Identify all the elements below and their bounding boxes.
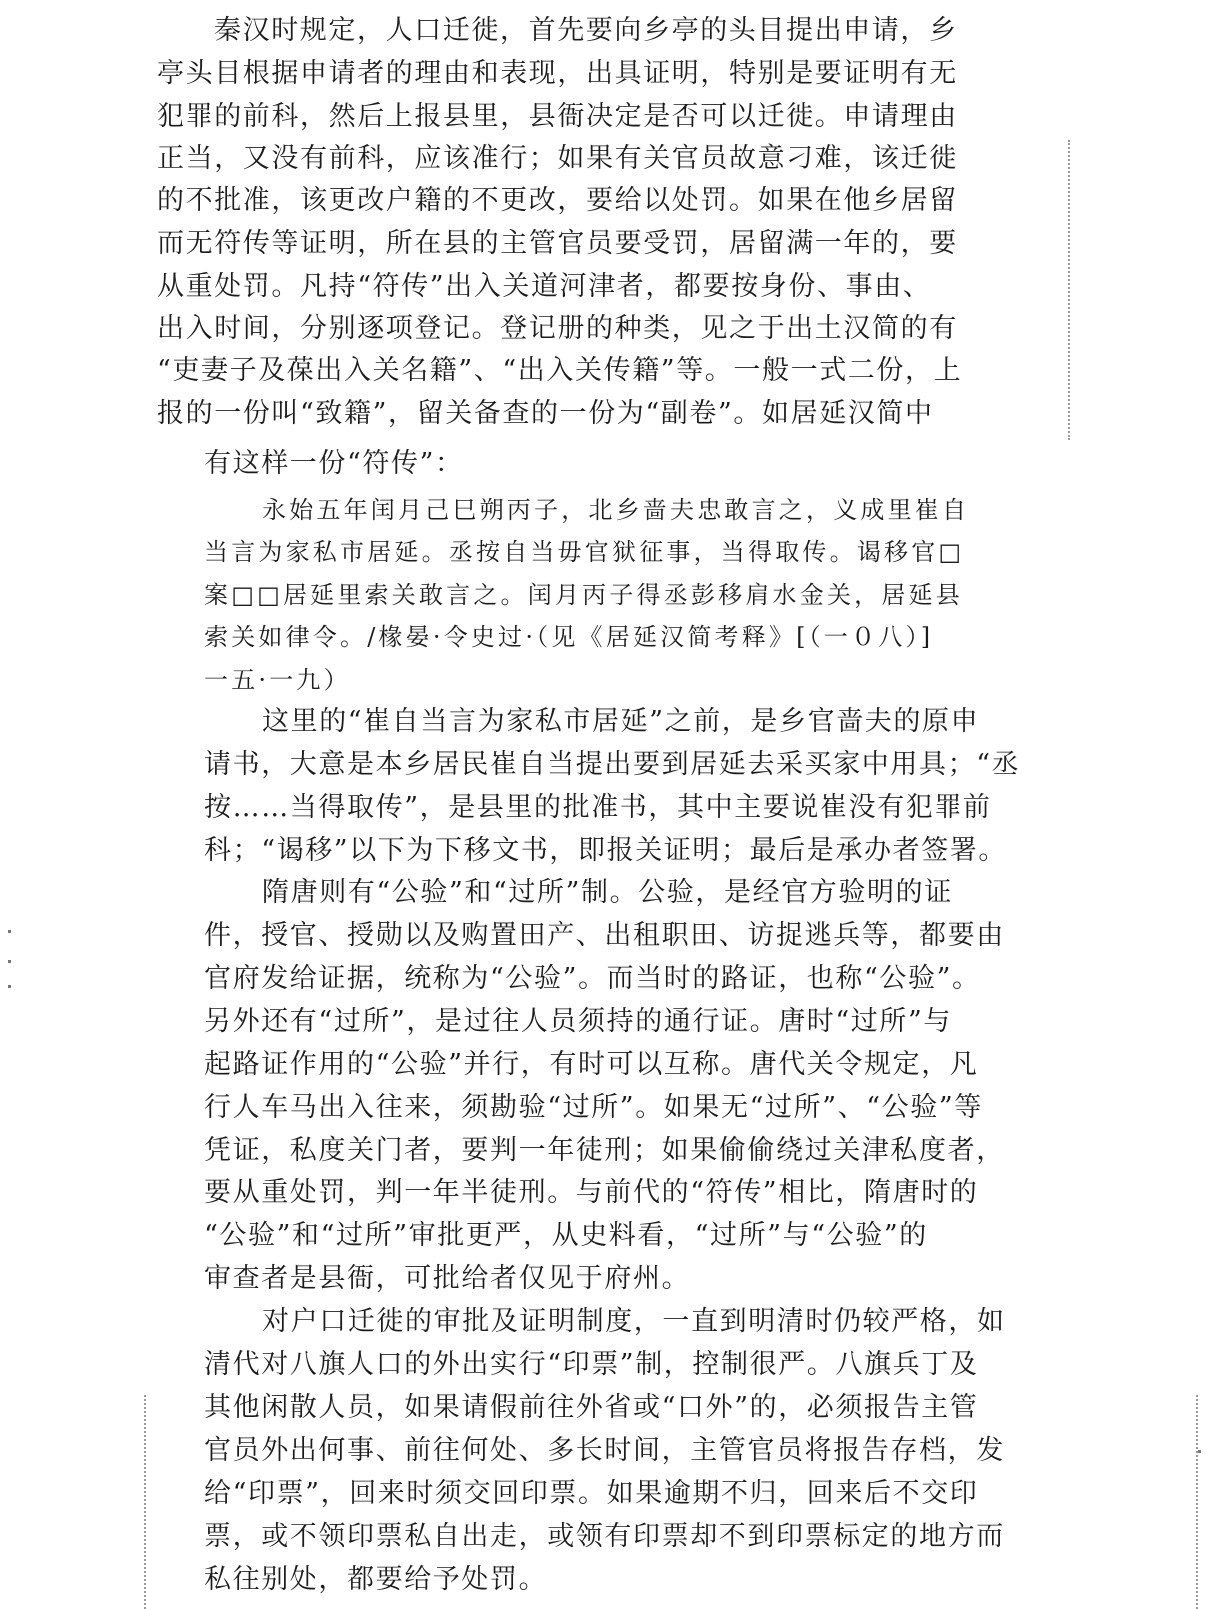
text-line: 起路证作用的“公验”并行，有时可以互称。唐代关令规定，凡 — [204, 1049, 979, 1080]
text-line: 其他闲散人员，如果请假前往外省或“口外”的，必须报告主管 — [204, 1392, 979, 1423]
quotation-line: 案□□居延里索关敢言之。闰月丙子得丞彭移肩水金关，居延县 — [204, 581, 963, 609]
text-line: 私往别处，都要给予处罚。 — [204, 1564, 548, 1595]
text-line: 科；“谒移”以下为下移文书，即报关证明；最后是承办者签署。 — [204, 835, 1008, 866]
scan-edge-mark-right-top — [1068, 140, 1070, 440]
text-line: 隋唐则有“公验”和“过所”制。公验，是经官方验明的证 — [262, 877, 953, 908]
scan-dot — [1198, 1450, 1201, 1453]
quotation-line: 索关如律令。/椽晏·令史过·（见《居延汉简考释》[（一０八）] — [204, 623, 934, 651]
text-line: 犯罪的前科，然后上报县里，县衙决定是否可以迁徙。申请理由 — [157, 101, 958, 132]
scan-edge-mark-left-bottom — [144, 1395, 146, 1609]
quotation-line: 一五·一九） — [204, 666, 351, 694]
scan-dot — [8, 960, 11, 963]
text-line: 而无符传等证明，所在县的主管官员要受罚，居留满一年的，要 — [157, 228, 958, 259]
text-line: 另外还有“过所”，是过往人员须持的通行证。唐时“过所”与 — [204, 1006, 953, 1037]
text-line: 秦汉时规定，人口迁徙，首先要向乡亭的头目提出申请，乡 — [214, 15, 958, 46]
scan-dot — [8, 930, 11, 933]
text-line: 清代对八旗人口的外出实行“印票”制，控制很严。八旗兵丁及 — [204, 1349, 979, 1380]
text-line: 从重处罚。凡持“符传”出入关道河津者，都要按身份、事由、 — [157, 271, 932, 302]
text-line: 出入时间，分别逐项登记。登记册的种类，见之于出土汉简的有 — [157, 313, 958, 344]
scan-dot — [8, 985, 11, 988]
text-line: “吏妻子及葆出入关名籍”、“出入关传籍”等。一般一式二份，上 — [157, 355, 963, 386]
text-line: 这里的“崔自当言为家私市居延”之前，是乡官啬夫的原申 — [262, 706, 980, 737]
text-line: 官府发给证据，统称为“公验”。而当时的路证，也称“公验”。 — [204, 963, 981, 994]
text-line: 的不批准，该更改户籍的不更改，要给以处罚。如果在他乡居留 — [157, 185, 958, 216]
text-line: 行人车马出入往来，须勘验“过所”。如果无“过所”、“公验”等 — [204, 1092, 983, 1123]
text-line: 给“印票”，回来时须交回印票。如果逾期不归，回来后不交印 — [204, 1478, 979, 1509]
text-line: 正当，又没有前科，应该准行；如果有关官员故意刁难，该迁徙 — [157, 143, 958, 174]
quotation-line: 当言为家私市居延。丞按自当毋官狱征事，当得取传。谒移官□ — [204, 538, 965, 566]
text-line: 按……当得取传”，是县里的批准书，其中主要说崔没有犯罪前 — [204, 792, 992, 823]
text-line: 亭头目根据申请者的理由和表现，出具证明，特别是要证明有无 — [157, 58, 958, 89]
text-line: 凭证，私度关门者，要判一年徒刑；如果偷偷绕过关津私度者， — [204, 1135, 1005, 1166]
text-line: 票，或不领印票私自出走，或领有印票却不到印票标定的地方而 — [204, 1521, 1005, 1552]
quotation-line: 永始五年闰月己巳朔丙子，北乡啬夫忠敢言之，义成里崔自 — [262, 496, 970, 524]
text-line: 要从重处罚，判一年半徒刑。与前代的“符传”相比，隋唐时的 — [204, 1177, 979, 1208]
text-line: 件，授官、授勋以及购置田产、出租职田、访捉逃兵等，都要由 — [204, 920, 1005, 951]
text-line: 请书，大意是本乡居民崔自当提出要到居延去采买家中用具；“丞 — [204, 749, 1021, 780]
text-line: 有这样一份“符传”： — [204, 448, 464, 479]
text-line: “公验”和“过所”审批更严，从史料看，“过所”与“公验”的 — [204, 1220, 928, 1251]
text-line: 官员外出何事、前往何处、多长时间，主管官员将报告存档，发 — [204, 1435, 1005, 1466]
text-line: 报的一份叫“致籍”，留关备查的一份为“副卷”。如居延汉简中 — [157, 398, 934, 429]
scan-edge-mark-right-bottom — [1196, 1395, 1198, 1609]
text-line: 对户口迁徙的审批及证明制度，一直到明清时仍较严格，如 — [262, 1306, 1006, 1337]
text-line: 审查者是县衙，可批给者仅见于府州。 — [204, 1263, 691, 1294]
